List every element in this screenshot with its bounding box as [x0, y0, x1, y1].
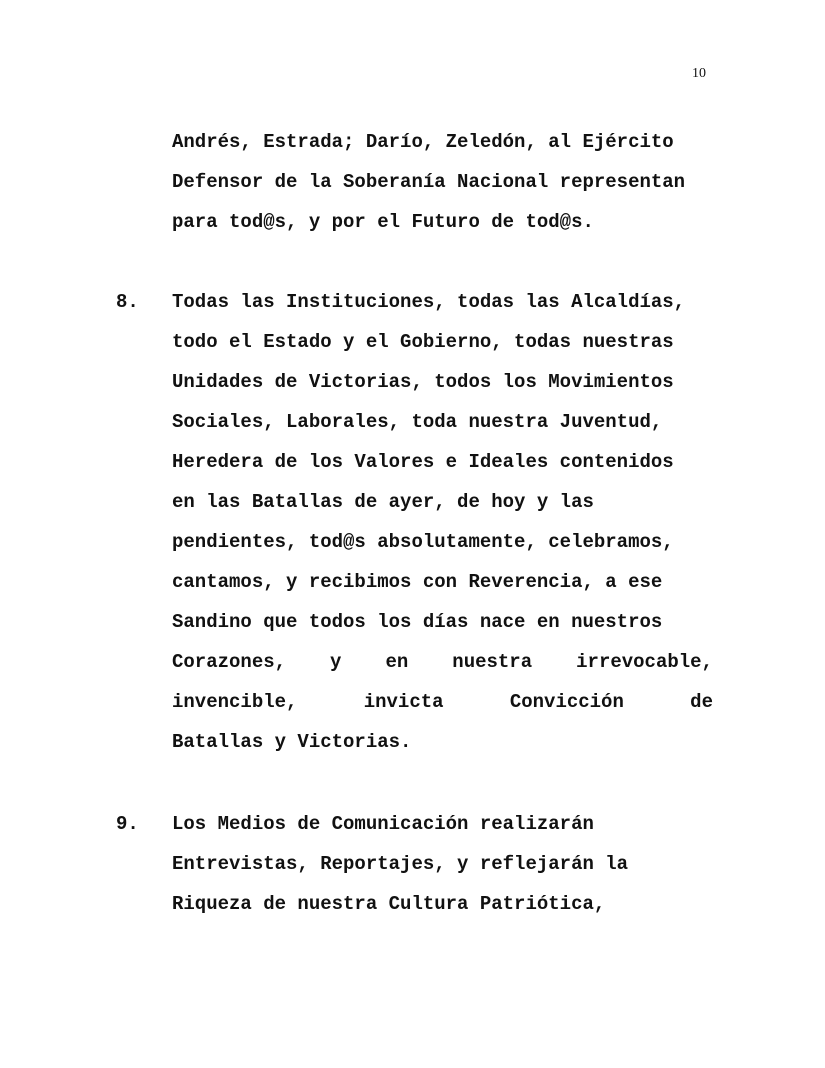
text-line: Andrés, Estrada; Darío, Zeledón, al Ejército	[172, 131, 674, 153]
word: invicta	[363, 691, 444, 713]
text-line: Sandino que todos los días nace en nuestros	[172, 611, 663, 633]
text-line: cantamos, y recibimos con Reverencia, a ese	[172, 571, 663, 593]
text-line: en las Batallas de ayer, de hoy y las	[172, 491, 594, 513]
text-line: pendientes, tod@s absolutamente, celebramos,	[172, 531, 674, 553]
word: y	[330, 651, 342, 673]
text-line: Entrevistas, Reportajes, y reflejarán la	[172, 853, 629, 875]
word: nuestra	[452, 651, 533, 673]
text-line: Heredera de los Valores e Ideales contenidos	[172, 451, 674, 473]
text-line: Todas las Instituciones, todas las Alcaldías,	[172, 291, 686, 313]
text-line: Riqueza de nuestra Cultura Patriótica,	[172, 893, 606, 915]
page-number: 10	[692, 66, 706, 81]
text-line: Unidades de Victorias, todos los Movimientos	[172, 371, 674, 393]
word: en	[385, 651, 409, 673]
word: invencible,	[172, 691, 298, 713]
text-line: todo el Estado y el Gobierno, todas nuestras	[172, 331, 674, 353]
text-line: Sociales, Laborales, toda nuestra Juventud,	[172, 411, 663, 433]
text-line: Batallas y Victorias.	[172, 731, 412, 753]
item-number: 8.	[116, 291, 139, 313]
text-line: para tod@s, y por el Futuro de tod@s.	[172, 211, 594, 233]
word: irrevocable,	[576, 651, 713, 673]
text-line: Los Medios de Comunicación realizarán	[172, 813, 594, 835]
word: Corazones,	[172, 651, 287, 673]
word: Convicción	[509, 691, 624, 713]
item-number: 9.	[116, 813, 139, 835]
text-line: Defensor de la Soberanía Nacional representan	[172, 171, 686, 193]
text-line	[172, 650, 713, 674]
text-line	[172, 690, 713, 714]
word: de	[690, 691, 713, 713]
